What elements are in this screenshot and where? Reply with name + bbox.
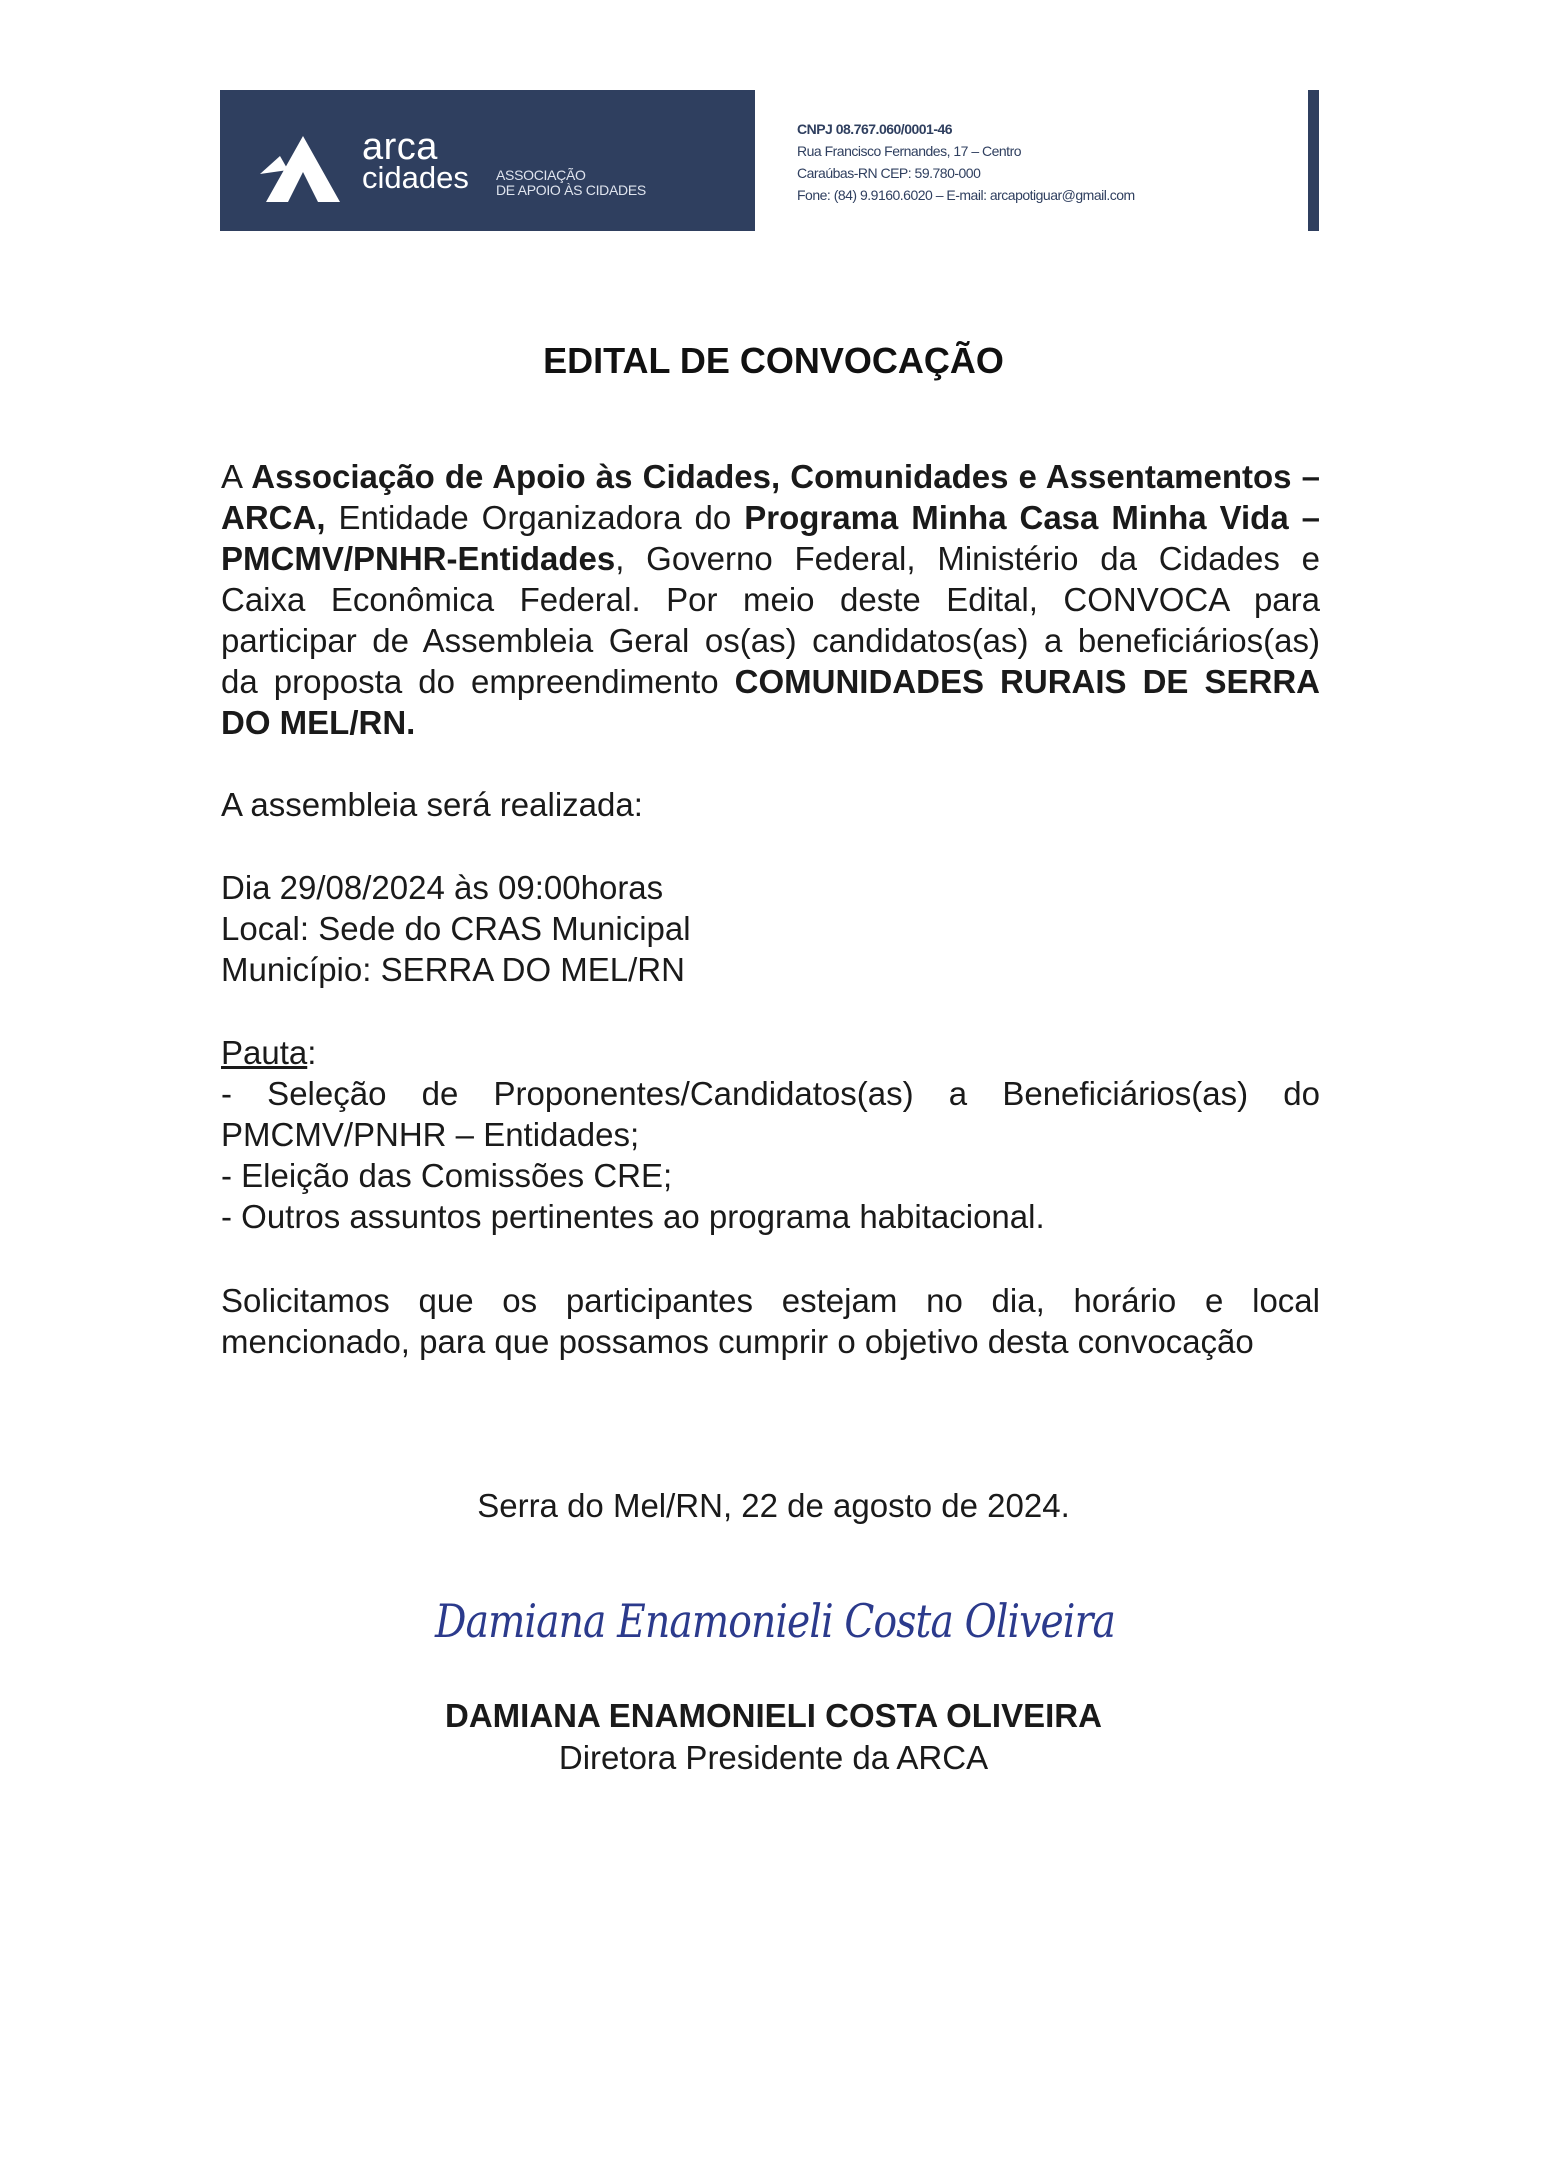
agenda-item: - Outros assuntos pertinentes ao programa habitacional. — [221, 1198, 1045, 1235]
event-date-time: Dia 29/08/2024 às 09:00horas — [221, 869, 664, 906]
intro-project-name: COMUNIDADES RURAIS DE SERRA DO MEL/RN. — [221, 663, 1320, 741]
contact-address: Rua Francisco Fernandes, 17 – Centro — [797, 143, 1022, 159]
event-details — [221, 867, 1320, 990]
intro-paragraph — [221, 456, 1320, 743]
contact-phone-email: Fone: (84) 9.9160.6020 – E-mail: arcapotiguar@gmail.com — [797, 187, 1135, 203]
intro-text-2: Entidade Organizadora do — [325, 499, 745, 536]
logo-word-cidades: cidades — [362, 160, 469, 195]
letterhead-banner — [220, 90, 755, 231]
closing-paragraph: Solicitamos que os participantes estejam no dia, horário e local mencionado, para que possamos cumprir o objetivo desta convocação — [221, 1282, 1320, 1360]
intro-association-name: Associação de Apoio às Cidades, Comunidades e Assentamentos – ARCA, — [221, 458, 1320, 536]
agenda — [221, 1032, 1320, 1237]
agenda-heading: Pauta — [221, 1034, 308, 1071]
signer-role: Diretora Presidente da ARCA — [558, 1739, 989, 1776]
event-municipality: Município: SERRA DO MEL/RN — [221, 951, 685, 988]
logo-tagline — [496, 168, 646, 198]
agenda-item: - Eleição das Comissões CRE; — [221, 1157, 673, 1194]
intro-text-1: A — [221, 458, 252, 495]
contact-city-cep: Caraúbas-RN CEP: 59.780-000 — [797, 165, 981, 181]
tagline-line-1: ASSOCIAÇÃO — [496, 167, 586, 183]
document-title: EDITAL DE CONVOCAÇÃO — [543, 340, 1004, 381]
assembly-lead: A assembleia será realizada: — [221, 786, 643, 823]
svg-text:Damiana Enamonieli Costa Olive: Damiana Enamonieli Costa Oliveira — [434, 1594, 1115, 1648]
intro-text-3: , Governo Federal, Ministério da Cidades e Caixa Econômica Federal. Por meio deste Edital, CONVOCA para participar de Assembleia Geral os(as) candidatos(as) a beneficiários(as) da proposta do empreendimento — [221, 540, 1320, 700]
agenda-heading-line — [221, 1032, 1320, 1073]
place-date: Serra do Mel/RN, 22 de agosto de 2024. — [477, 1487, 1070, 1524]
contact-cnpj: CNPJ 08.767.060/0001-46 — [797, 121, 953, 137]
letterhead-contact — [797, 118, 1135, 206]
letterhead-rule — [1308, 90, 1319, 231]
intro-program-name: Programa Minha Casa Minha Vida – PMCMV/PNHR-Entidades — [221, 499, 1320, 577]
agenda-heading-colon: : — [307, 1034, 317, 1071]
event-location: Local: Sede do CRAS Municipal — [221, 910, 691, 947]
agenda-item: - Seleção de Proponentes/Candidatos(as) a Beneficiários(as) do PMCMV/PNHR – Entidades; — [221, 1075, 1320, 1153]
tagline-line-2: DE APOIO ÀS CIDADES — [496, 182, 646, 198]
logo-word-arca: arca — [362, 126, 438, 168]
arca-logo-icon — [258, 134, 348, 204]
handwritten-signature — [425, 1575, 1125, 1665]
signer-name: DAMIANA ENAMONIELI COSTA OLIVEIRA — [445, 1697, 1102, 1734]
